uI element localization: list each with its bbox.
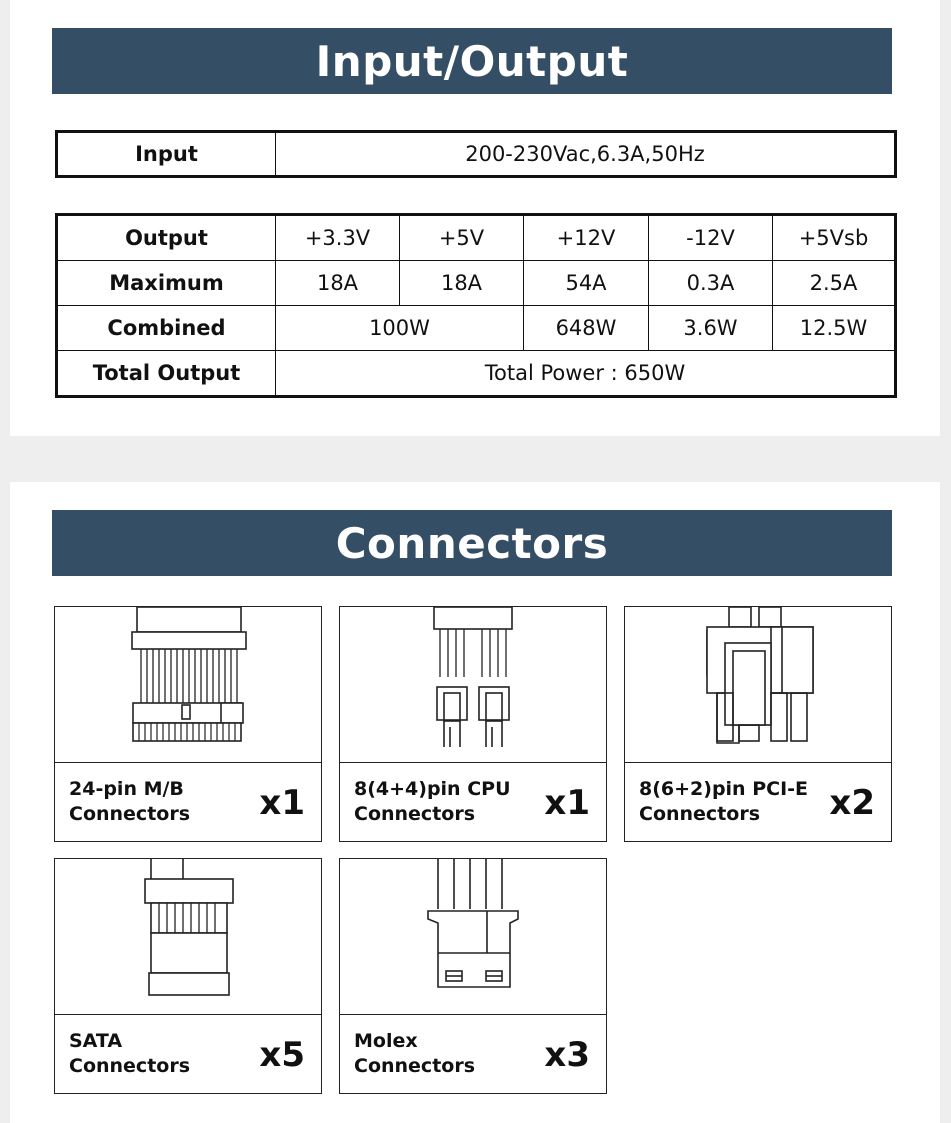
combined-cell: 3.6W <box>649 305 773 350</box>
connector-name-line1: SATA <box>69 1030 123 1052</box>
output-table <box>55 213 897 398</box>
output-row-combined <box>57 305 896 350</box>
connector-card-cpu <box>339 606 607 842</box>
connector-quantity: x5 <box>259 1035 305 1075</box>
rail-cell: +3.3V <box>276 215 400 261</box>
connector-card-molex <box>339 858 607 1094</box>
input-table <box>55 130 897 178</box>
connector-name-line2: Connectors <box>69 803 191 825</box>
connector-image <box>340 859 606 1015</box>
maximum-cell: 2.5A <box>773 261 896 306</box>
connector-name-line2: Connectors <box>639 803 761 825</box>
maximum-cell: 18A <box>400 261 524 306</box>
connector-card-pcie <box>624 606 892 842</box>
connector-name-line1: 8(6+2)pin PCI-E <box>639 778 809 800</box>
connector-card-24pin <box>54 606 322 842</box>
atx-24pin-icon <box>55 607 321 763</box>
input-value: 200-230Vac,6.3A,50Hz <box>276 132 896 177</box>
connector-name-line2: Connectors <box>354 803 476 825</box>
combined-cell: 12.5W <box>773 305 896 350</box>
combined-cell: 648W <box>524 305 649 350</box>
connector-name <box>354 777 534 827</box>
connector-image <box>625 607 891 763</box>
connector-image <box>55 859 321 1015</box>
connector-quantity: x1 <box>259 783 305 823</box>
output-label: Output <box>57 215 276 261</box>
rail-cell: +5V <box>400 215 524 261</box>
connector-name-line2: Connectors <box>354 1055 476 1077</box>
input-label: Input <box>57 132 276 177</box>
connector-quantity: x3 <box>544 1035 590 1075</box>
io-title-banner <box>52 28 892 94</box>
total-output-value: Total Power : 650W <box>276 350 896 396</box>
sata-icon <box>55 859 321 1015</box>
output-row-rails <box>57 215 896 261</box>
connector-name <box>69 777 249 827</box>
pcie-8pin-icon <box>625 607 891 763</box>
connector-name-line2: Connectors <box>69 1055 191 1077</box>
rail-cell: +5Vsb <box>773 215 896 261</box>
rail-cell: -12V <box>649 215 773 261</box>
connector-card-sata <box>54 858 322 1094</box>
output-row-maximum <box>57 261 896 306</box>
maximum-cell: 0.3A <box>649 261 773 306</box>
connector-name-line1: Molex <box>354 1030 418 1052</box>
connectors-title: Connectors <box>335 518 609 568</box>
combined-label: Combined <box>57 305 276 350</box>
connector-quantity: x2 <box>829 783 875 823</box>
maximum-label: Maximum <box>57 261 276 306</box>
connector-name <box>639 777 819 827</box>
output-row-total <box>57 350 896 396</box>
connector-image <box>55 607 321 763</box>
connector-name-line1: 24-pin M/B <box>69 778 184 800</box>
io-title: Input/Output <box>315 36 629 86</box>
rail-cell: +12V <box>524 215 649 261</box>
connectors-title-banner <box>52 510 892 576</box>
total-output-label: Total Output <box>57 350 276 396</box>
connector-quantity: x1 <box>544 783 590 823</box>
connector-image <box>340 607 606 763</box>
connector-name-line1: 8(4+4)pin CPU <box>354 778 511 800</box>
connector-name <box>354 1029 534 1079</box>
combined-cell: 100W <box>276 305 524 350</box>
molex-icon <box>340 859 606 1015</box>
maximum-cell: 54A <box>524 261 649 306</box>
connector-name <box>69 1029 249 1079</box>
cpu-8pin-icon <box>340 607 606 763</box>
maximum-cell: 18A <box>276 261 400 306</box>
